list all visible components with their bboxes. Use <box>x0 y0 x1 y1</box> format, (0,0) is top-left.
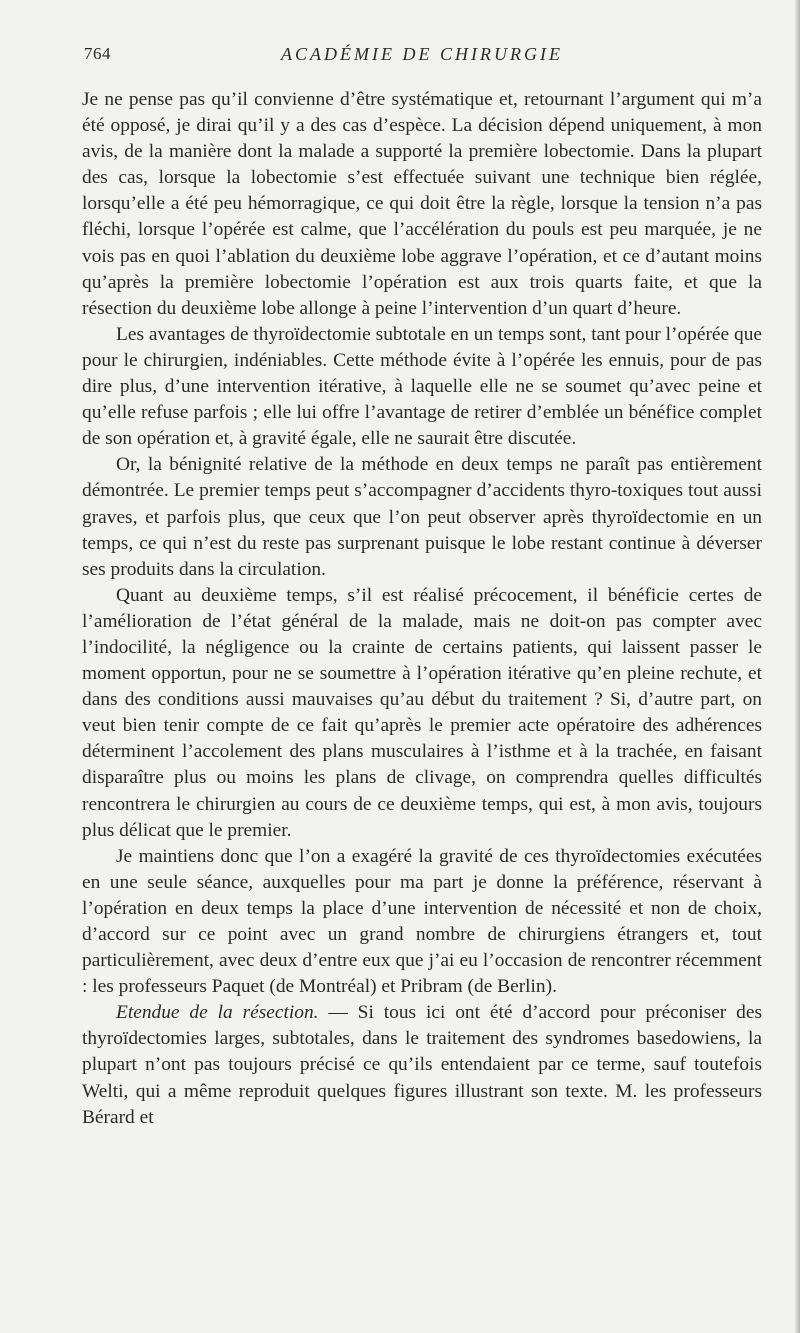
paragraph: Or, la bénignité relative de la méthode en deux temps ne paraît pas entièrement démontrée. Le premier temps peut s’accompagner d’accidents thyro-toxiques tout aussi graves, et parfois plus, que ceux que l’on peut observer après thyroïdectomie en un temps, ce qui n’est du reste pas surprenant puisque le lobe restant continue à déverser ses produits dans la circulation. <box>82 454 762 580</box>
paragraph <box>82 1000 762 1130</box>
paragraph: Les avantages de thyroïdectomie subtotale en un temps sont, tant pour l’opérée que pour le chirurgien, indéniables. Cette méthode évite à l’opérée les ennuis, pour de pas dire plus, d’une intervention itérative, à laquelle elle ne se soumet qu’avec peine et qu’elle refuse parfois ; elle lui offre l’avantage de retirer d’emblée un bénéfice complet de son opération et, à gravité égale, elle ne saurait être discutée. <box>82 323 762 450</box>
page-edge-shadow <box>794 0 800 1333</box>
page-number: 764 <box>84 44 111 63</box>
body-text <box>82 87 762 1131</box>
paragraph-text: — Si tous ici ont été d’accord pour préconiser des thyroïdectomies larges, subtotales, dans le traitement des syndromes basedowiens, la plupart n’ont pas toujours précisé ce qu’ils entendaient par ce terme, sauf toutefois Welti, qui a même reproduit quelques figures illustrant son texte. M. les professeurs Bérard et <box>82 1002 762 1128</box>
section-lead: Etendue de la résection. <box>116 1002 319 1024</box>
paragraph: Je ne pense pas qu’il convienne d’être systématique et, retournant l’argument qui m’a été opposé, je dirai qu’il y a des cas d’espèce. La décision dépend uniquement, à mon avis, de la manière dont la malade a supporté la première lobectomie. Dans la plupart des cas, lorsque la lobectomie s’est effectuée suivant une technique bien réglée, lorsqu’elle a été peu hémorragique, ce qui doit être la règle, lorsque la tension n’a pas fléchi, lorsque l’opérée est calme, que l’accélération du pouls est peu marquée, je ne vois pas en quoi l’ablation du deuxième lobe aggrave l’opération, et ce d’autant moins qu’après la première lobectomie l’opération est aux trois quarts faite, et que la résection du deuxième lobe allonge à peine l’intervention d’un quart d’heure. <box>82 89 762 319</box>
paragraph: Quant au deuxième temps, s’il est réalisé précocement, il bénéficie certes de l’amélioration de l’état général de la malade, mais ne doit-on pas compter avec l’indocilité, la négligence ou la crainte de certains patients, qui laissent passer le moment opportun, pour ne se soumettre à l’opération itérative qu’en pleine rechute, et dans des conditions aussi mauvaises qu’au début du traitement ? Si, d’autre part, on veut bien tenir compte de ce fait qu’après le premier acte opératoire des adhérences déterminent l’accolement des plans musculaires à l’isthme et à la trachée, en faisant disparaître plus ou moins les plans de clivage, on comprendra quelles difficultés rencontrera le chirurgien au cours de ce deuxième temps, qui est, à mon avis, toujours plus délicat que le premier. <box>82 584 762 841</box>
running-title: ACADÉMIE DE CHIRURGIE <box>281 44 563 64</box>
paragraph: Je maintiens donc que l’on a exagéré la gravité de ces thyroïdectomies exécutées en une seule séance, auxquelles pour ma part je donne la préférence, réservant à l’opération en deux temps la place d’une intervention de nécessité et non de choix, d’accord sur ce point avec un grand nombre de chirurgiens étrangers et, tout particulièrement, avec deux d’entre eux que j’ai eu l’occasion de rencontrer récemment : les professeurs Paquet (de Montréal) et Pribram (de Berlin). <box>82 845 762 998</box>
page-header <box>84 44 760 74</box>
